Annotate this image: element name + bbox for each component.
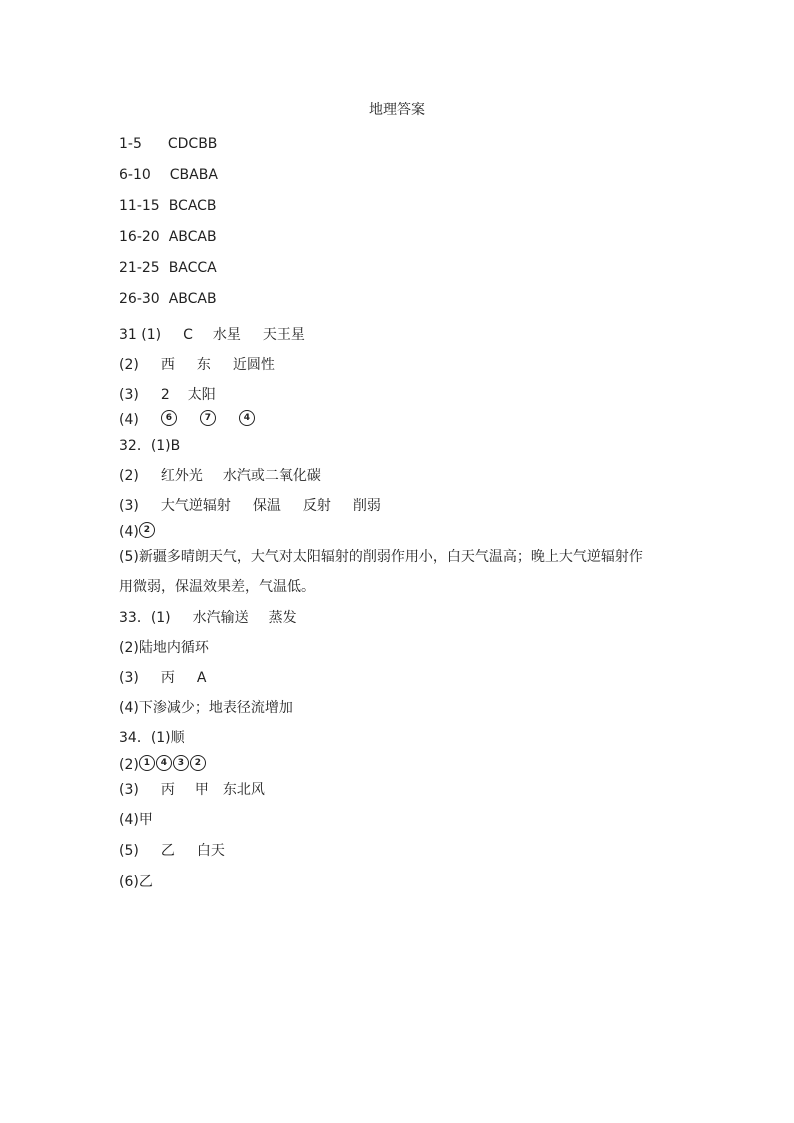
answer: 东	[196, 357, 211, 373]
q-label: (2)	[119, 357, 139, 373]
q34-line-5	[119, 841, 225, 861]
page-title: 地理答案	[369, 102, 425, 118]
q32-line-2	[119, 466, 321, 486]
mc-row	[119, 196, 217, 216]
mc-range: 21-25	[119, 260, 160, 276]
mc-row	[119, 258, 217, 278]
q-label: (4)	[119, 524, 139, 540]
q31-line-3	[119, 385, 216, 405]
answer: 削弱	[352, 498, 381, 514]
q-label: 33．(1)	[119, 610, 171, 626]
mc-answers: BCACB	[168, 198, 217, 214]
mc-answers: CBABA	[169, 167, 218, 183]
answer: 丙	[160, 670, 175, 686]
circled-number: 4	[156, 755, 172, 771]
answer: 保温	[252, 498, 281, 514]
q33-line-3	[119, 668, 206, 688]
mc-range: 1-5	[119, 136, 142, 152]
circled-number: 4	[239, 410, 255, 426]
q-label: (3)	[119, 782, 139, 798]
answer: 大气逆辐射	[160, 498, 231, 514]
q32-line-3	[119, 496, 381, 516]
q31-line-4	[119, 410, 256, 430]
answer: 白天	[196, 843, 225, 859]
answer: 乙	[160, 843, 175, 859]
mc-row	[119, 227, 217, 247]
q33-line-4: (4)下渗减少；地表径流增加	[119, 700, 293, 716]
q-label: (3)	[119, 670, 139, 686]
mc-range: 26-30	[119, 291, 160, 307]
answer: 近圆性	[232, 357, 275, 373]
answer: 反射	[302, 498, 331, 514]
mc-answers: ABCAB	[168, 229, 217, 245]
circled-number: 3	[173, 755, 189, 771]
q34-line-2	[119, 755, 207, 775]
mc-answers: CDCBB	[167, 136, 218, 152]
answer: 蒸发	[268, 610, 297, 626]
q34-line-6: (6)乙	[119, 874, 153, 890]
q34-line-1: 34．(1)顺	[119, 730, 185, 746]
mc-row	[119, 134, 217, 154]
q32-line-4	[119, 522, 156, 542]
answer: C	[183, 327, 193, 343]
q31-line-1	[119, 325, 305, 345]
q34-line-3	[119, 780, 265, 800]
answer: 西	[160, 357, 175, 373]
answer: 东北风	[222, 782, 265, 798]
q31-line-2	[119, 355, 275, 375]
mc-answers: ABCAB	[168, 291, 217, 307]
answer: 甲	[194, 782, 209, 798]
circled-number: 7	[200, 410, 216, 426]
circled-number: 2	[139, 522, 155, 538]
q-label: (3)	[119, 498, 139, 514]
q33-line-2: (2)陆地内循环	[119, 640, 209, 656]
answer: 2	[160, 387, 170, 403]
q-label: (3)	[119, 387, 139, 403]
answer: 水汽或二氧化碳	[222, 468, 321, 484]
q-label: (2)	[119, 468, 139, 484]
answer: 水汽输送	[192, 610, 249, 626]
circled-number: 6	[161, 410, 177, 426]
answer: 红外光	[160, 468, 203, 484]
mc-range: 6-10	[119, 167, 151, 183]
mc-range: 11-15	[119, 198, 160, 214]
answer: 丙	[160, 782, 175, 798]
circled-number: 1	[139, 755, 155, 771]
q-label: (5)	[119, 843, 139, 859]
q33-line-1	[119, 608, 297, 628]
answer: 水星	[212, 327, 241, 343]
q32-line-5a: (5)新疆多晴朗天气，大气对太阳辐射的削弱作用小，白天气温高；晚上大气逆辐射作	[119, 549, 643, 565]
q34-line-4: (4)甲	[119, 812, 153, 828]
mc-row	[119, 289, 217, 309]
answer: A	[196, 670, 207, 686]
q32-line-1: 32．(1)B	[119, 438, 181, 454]
mc-row	[119, 165, 218, 185]
answer: 太阳	[187, 387, 216, 403]
mc-answers: BACCA	[168, 260, 217, 276]
mc-range: 16-20	[119, 229, 160, 245]
q-label: 31 (1)	[119, 327, 162, 343]
q32-line-5b: 用微弱，保温效果差，气温低。	[119, 579, 315, 595]
answer: 天王星	[262, 327, 305, 343]
q-label: (4)	[119, 412, 139, 428]
circled-number: 2	[190, 755, 206, 771]
q-label: (2)	[119, 757, 139, 773]
